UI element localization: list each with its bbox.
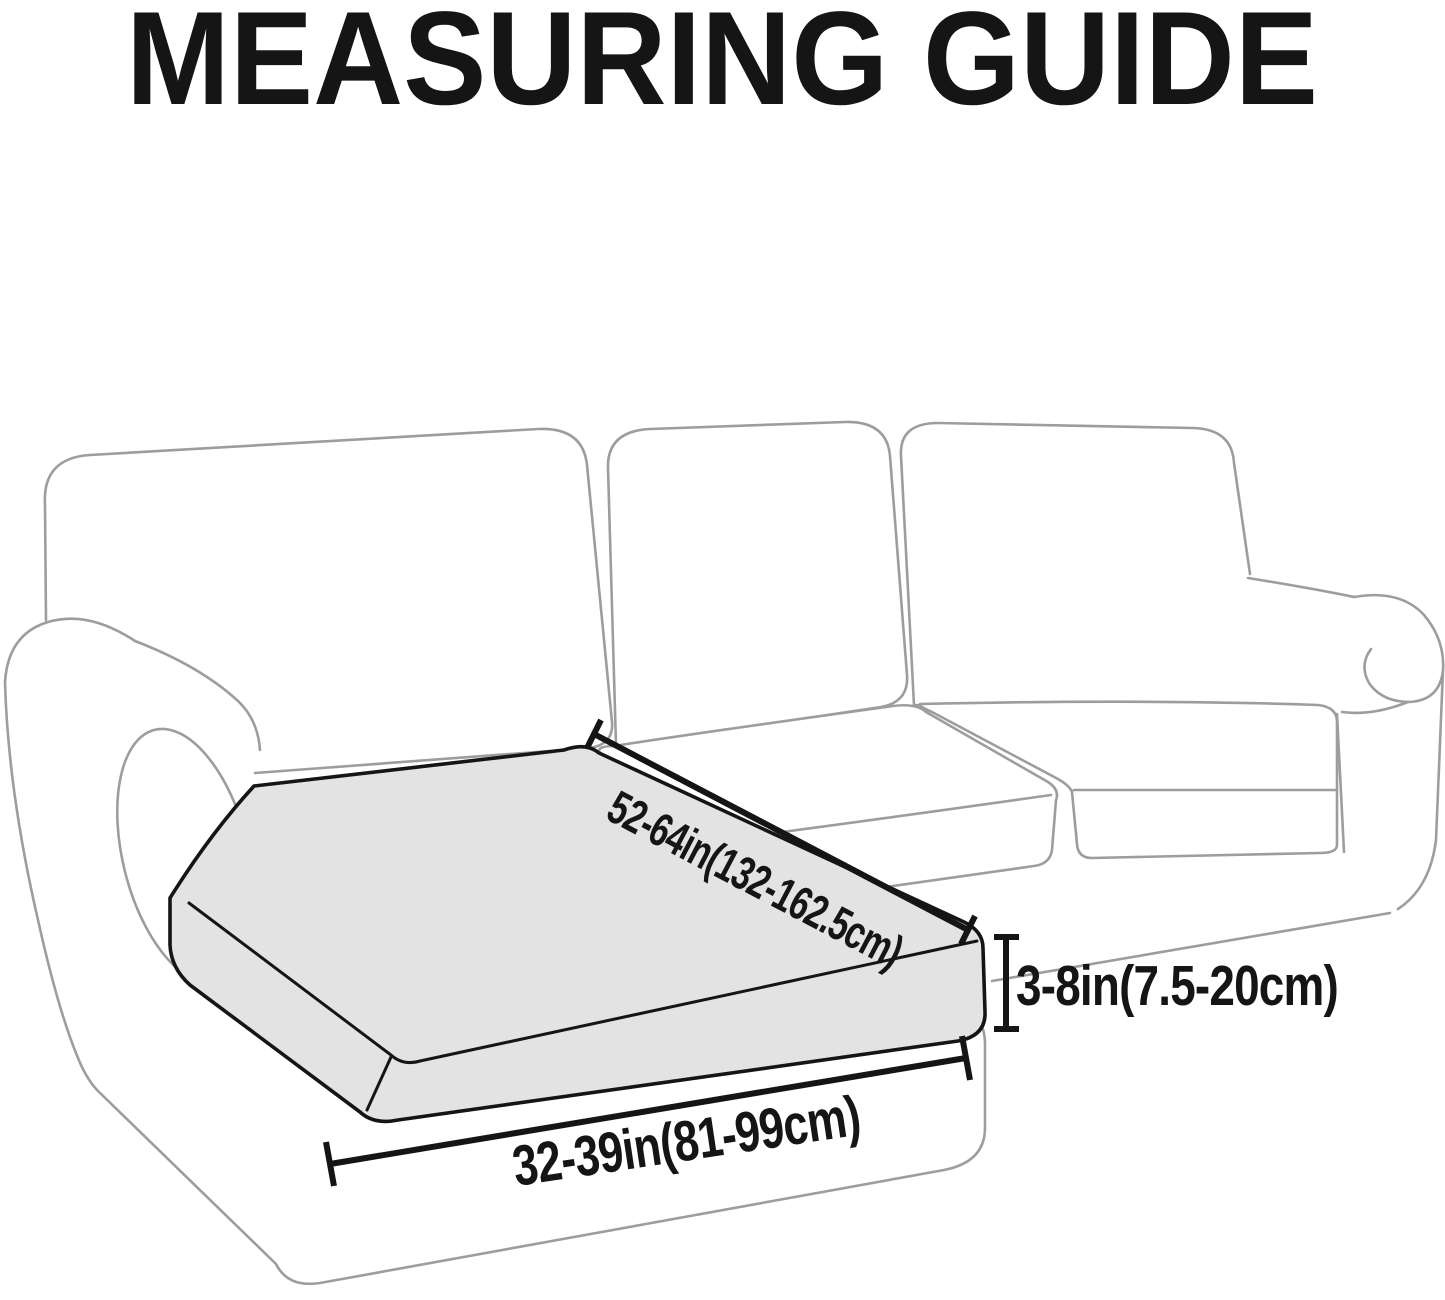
back-cushion-right-body xyxy=(901,423,1252,706)
cushion-length-label: 52-64in(132-162.5cm) xyxy=(599,779,1025,1038)
right-arm-roll xyxy=(1354,595,1443,702)
right-arm-roll-base xyxy=(1342,702,1408,713)
back-cushion-left-body xyxy=(45,429,612,786)
page-title: MEASURING GUIDE xyxy=(126,0,1318,133)
right-arm-outer-edge xyxy=(1398,670,1443,909)
back-cushion-middle xyxy=(608,422,907,745)
cushion-width-label: 32-39in(81-99cm) xyxy=(508,1069,960,1199)
cushion-height-label: 3-8in(7.5-20cm) xyxy=(1016,954,1338,1018)
right-arm-top-edge xyxy=(1248,578,1354,597)
